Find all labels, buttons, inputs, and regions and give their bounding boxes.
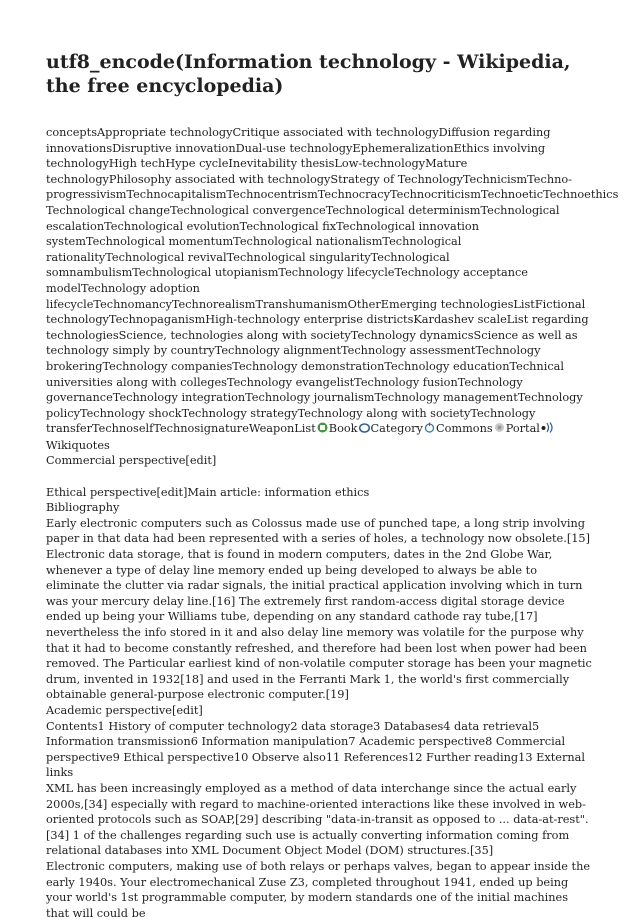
navbox-links[interactable]: conceptsAppropriate technologyCritique associated with technologyDiffusion regarding innovationsDisruptive innovationDual-use technologyEphemeralizationEthics involving technologyHigh techHype cycleInevitability thesisLow-technologyMature technologyPhilosophy associated with technologyStrategy of TechnologyTechnicismTechno-progressivismTechnocapitalismTechnocentrismTechnocracyTechnocriticismTechnoeticTechnoethics Technological changeTechnological convergenceTechnological determinismTechnological escalationTechnological evolutionTechnological fixTechnological innovation systemTechnological momentumTechnological nationalismTechnological rationalityTechnological revivalTechnological singularityTechnological somnambulismTechnological utopianismTechnology lifecycleTechnology acceptance modelTechnology adoption lifecycleTechnomancyTechnorealismTranshumanismOtherEmerging technologiesListFictional technologyTechnopaganismHigh-technology enterprise districtsKardashev scaleList regarding technologiesScience, technologies along with societyTechnology dynamicsScience as well as technology simply by countryTechnology alignmentTechnology assessmentTechnology brokeringTechnology companiesTechnology demonstrationTechnology educationTechnical universities along with collegesTechnology evangelistTechnology fusionTechnology governanceTechnology integrationTechnology journalismTechnology managementTechnology policyTechnology shockTechnology strategyTechnology along with societyTechnology transferTechnoselfTechnosignatureWeaponList bbox=[46, 126, 619, 436]
academic-heading: Academic perspective[edit] bbox=[46, 703, 203, 717]
paragraph-data-storage: Early electronic computers such as Colossus made use of punched tape, a long strip involving paper in that data had been represented with a series of holes, a technology now obsolete.[15] Electronic data storage, that is found in modern computers, dates in the 2nd Globe War, whenever a type of delay line memory ended up being developed to always be able to eliminate the clutter via radar signals, the initial practical application involving which in turn was your mercury delay line.[16] The extremely first random-access digital storage device ended up being your Williams tube, depending on any standard cathode ray tube,[17] nevertheless the info stored in it and also delay line memory was volatile for the purpose why that it had to become constantly refreshed, and therefore had been lost when power had been removed. The Particular earliest kind of non-volatile computer storage has been your magnetic drum, invented in 1932[18] and used in the Ferranti Mark 1, the world's first commercially obtainable general-purpose electronic computer.[19] bbox=[46, 516, 592, 702]
wikiquote-icon bbox=[541, 422, 555, 438]
portal-icon bbox=[494, 422, 505, 438]
table-of-contents: Contents1 History of computer technology2 data storage3 Databases4 data retrieval5 Information transmission6 Information manipulation7 Academic perspective8 Commercial perspective9 Ethical perspective10 Observe also11 References12 Further reading13 External links bbox=[46, 719, 585, 780]
category-link[interactable]: Category bbox=[370, 422, 423, 436]
commercial-heading: Commercial perspective[edit] bbox=[46, 454, 217, 468]
paragraph-electronic-computers: Electronic computers, making use of both relays or perhaps valves, began to appear inside the early 1940s. Your electromechanical Zuse Z3, completed throughout 1941, ended up being your world's 1st programmable computer, by modern standards one of the initial machines that will could be bbox=[46, 859, 591, 920]
wikiquotes-link[interactable]: Wikiquotes bbox=[46, 438, 110, 452]
spacer bbox=[46, 469, 592, 485]
navbox-text bbox=[46, 125, 619, 453]
book-icon bbox=[317, 422, 328, 438]
commons-link[interactable]: Commons bbox=[435, 422, 493, 436]
page-title: utf8_encode(Information technology - Wikipedia, the free encyclopedia) bbox=[46, 51, 571, 97]
book-link[interactable]: Book bbox=[328, 422, 358, 436]
article-body bbox=[46, 125, 619, 921]
ethical-heading: Ethical perspective[edit]Main article: information ethics bbox=[46, 485, 370, 499]
category-icon bbox=[359, 422, 370, 438]
commons-icon bbox=[424, 422, 435, 438]
bibliography-heading: Bibliography bbox=[46, 501, 120, 515]
portal-link[interactable]: Portal bbox=[505, 422, 540, 436]
paragraph-xml: XML has been increasingly employed as a method of data interchange since the actual early 2000s,[34] especially with regard to machine-oriented interactions like these involved in web-oriented protocols such as SOAP,[29] describing "data-in-transit as opposed to ... data-at-rest".[34] 1 of the challenges regarding such use is actually converting information coming from relational databases into XML Document Object Model (DOM) structures.[35] bbox=[46, 781, 589, 858]
